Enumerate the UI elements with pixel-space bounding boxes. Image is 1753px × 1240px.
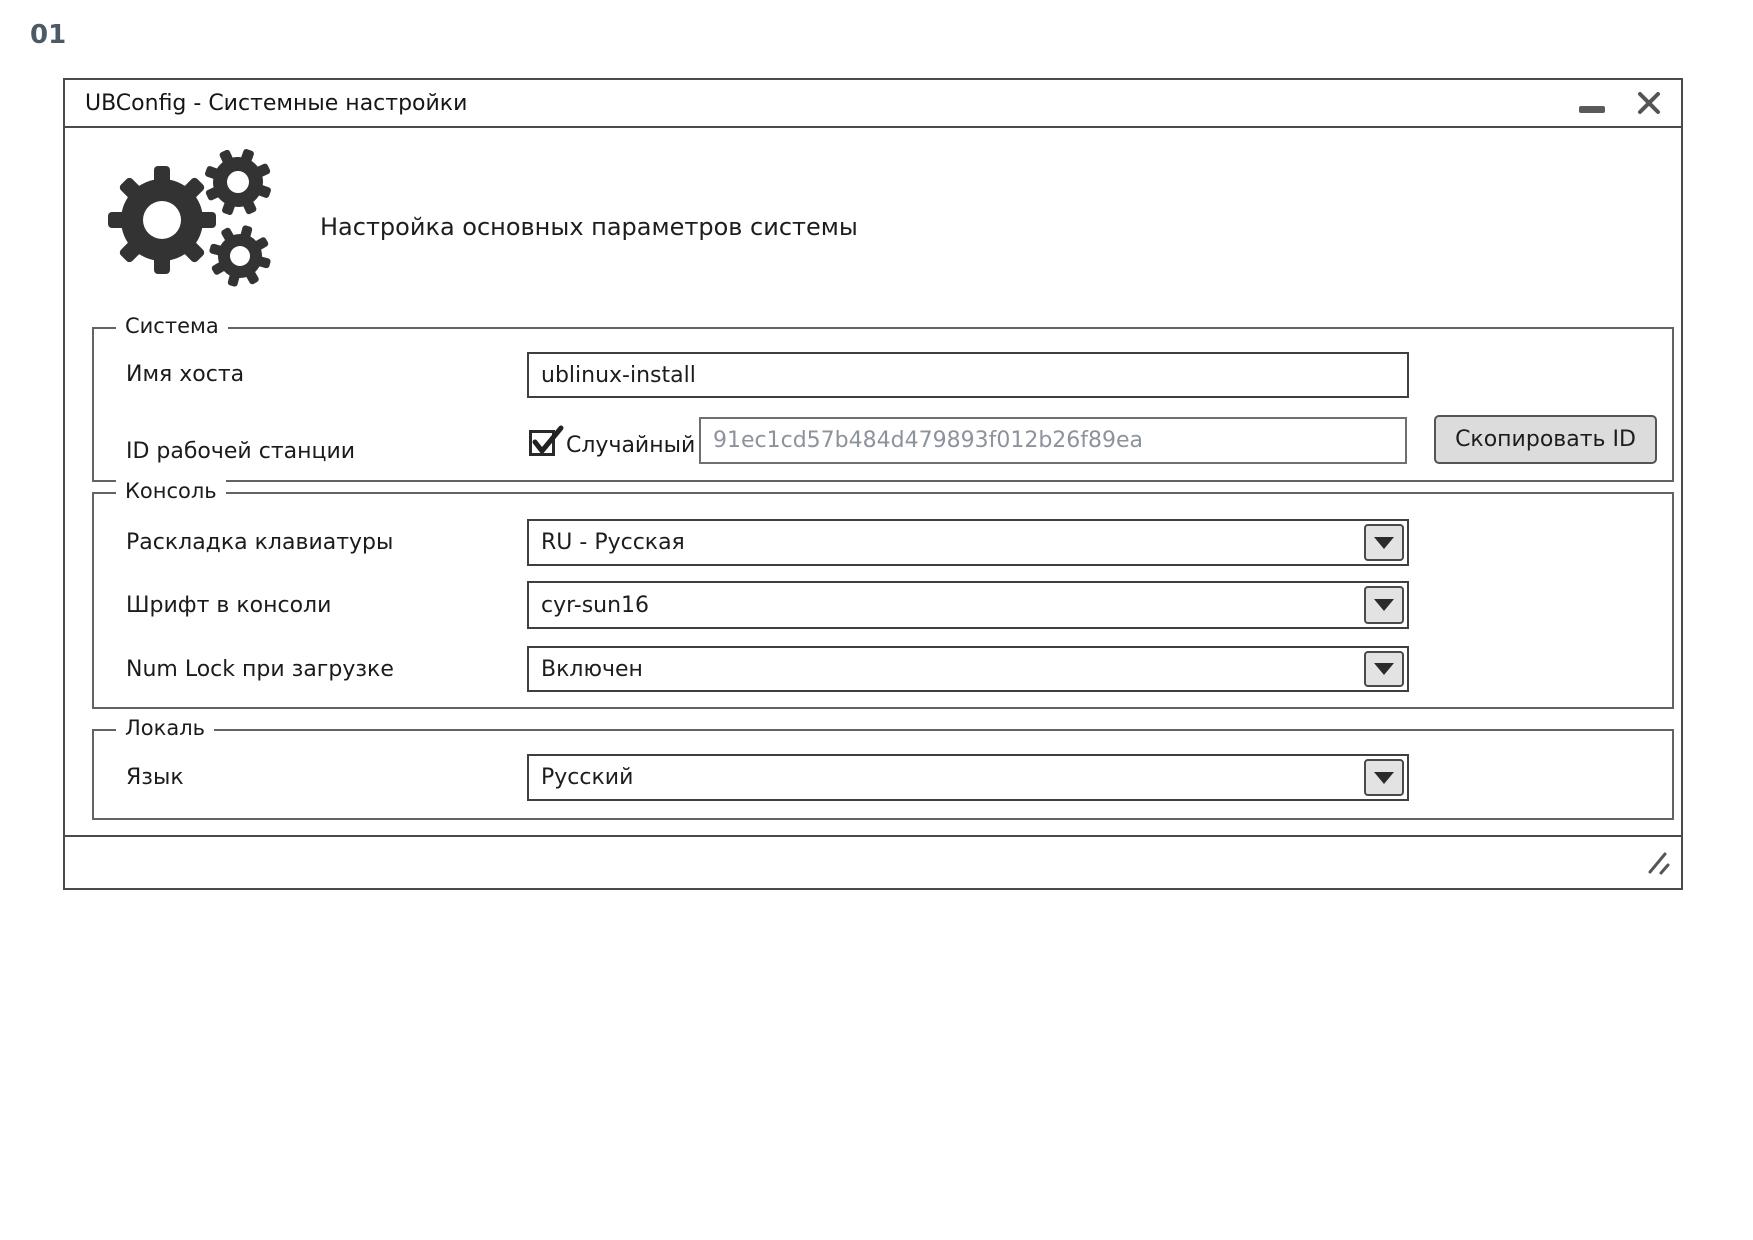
console-font-value: cyr-sun16 (541, 592, 650, 618)
close-icon[interactable] (1635, 89, 1663, 117)
hostname-input[interactable] (527, 352, 1409, 398)
dropdown-arrow-icon[interactable] (1364, 586, 1404, 624)
dialog-subtitle: Настройка основных параметров системы (320, 213, 858, 241)
random-id-checkbox[interactable] (529, 430, 555, 456)
language-select[interactable] (527, 754, 1409, 801)
numlock-select[interactable] (527, 646, 1409, 692)
ubconfig-window (63, 78, 1683, 890)
keyboard-layout-select[interactable] (527, 519, 1409, 566)
minimize-icon[interactable] (1579, 106, 1605, 113)
random-id-label: Случайный (566, 433, 696, 458)
group-system (92, 314, 1674, 482)
dropdown-arrow-icon[interactable] (1364, 759, 1404, 796)
hostname-label: Имя хоста (126, 362, 245, 387)
language-value: Русский (541, 765, 634, 790)
status-bar (65, 835, 1681, 888)
group-console (92, 479, 1674, 709)
numlock-label: Num Lock при загрузке (126, 657, 394, 682)
group-locale (92, 716, 1674, 820)
keyboard-layout-label: Раскладка клавиатуры (126, 530, 394, 555)
console-font-select[interactable] (527, 581, 1409, 629)
numlock-value: Включен (541, 656, 643, 682)
group-console-legend: Консоль (116, 479, 226, 503)
workstation-id-input[interactable] (699, 417, 1407, 464)
copy-id-button[interactable]: Скопировать ID (1434, 415, 1657, 464)
resize-grip-icon[interactable] (1643, 848, 1673, 882)
workstation-id-label: ID рабочей станции (126, 439, 356, 464)
gears-icon (100, 142, 280, 296)
slide-number: 01 (30, 20, 67, 50)
window-title: UBConfig - Системные настройки (85, 90, 468, 116)
group-locale-legend: Локаль (116, 716, 214, 740)
console-font-label: Шрифт в консоли (126, 593, 332, 618)
keyboard-layout-value: RU - Русская (541, 530, 685, 555)
language-label: Язык (126, 765, 184, 790)
dropdown-arrow-icon[interactable] (1364, 651, 1404, 687)
dropdown-arrow-icon[interactable] (1364, 524, 1404, 561)
title-bar[interactable] (65, 80, 1681, 128)
group-system-legend: Система (116, 314, 228, 338)
